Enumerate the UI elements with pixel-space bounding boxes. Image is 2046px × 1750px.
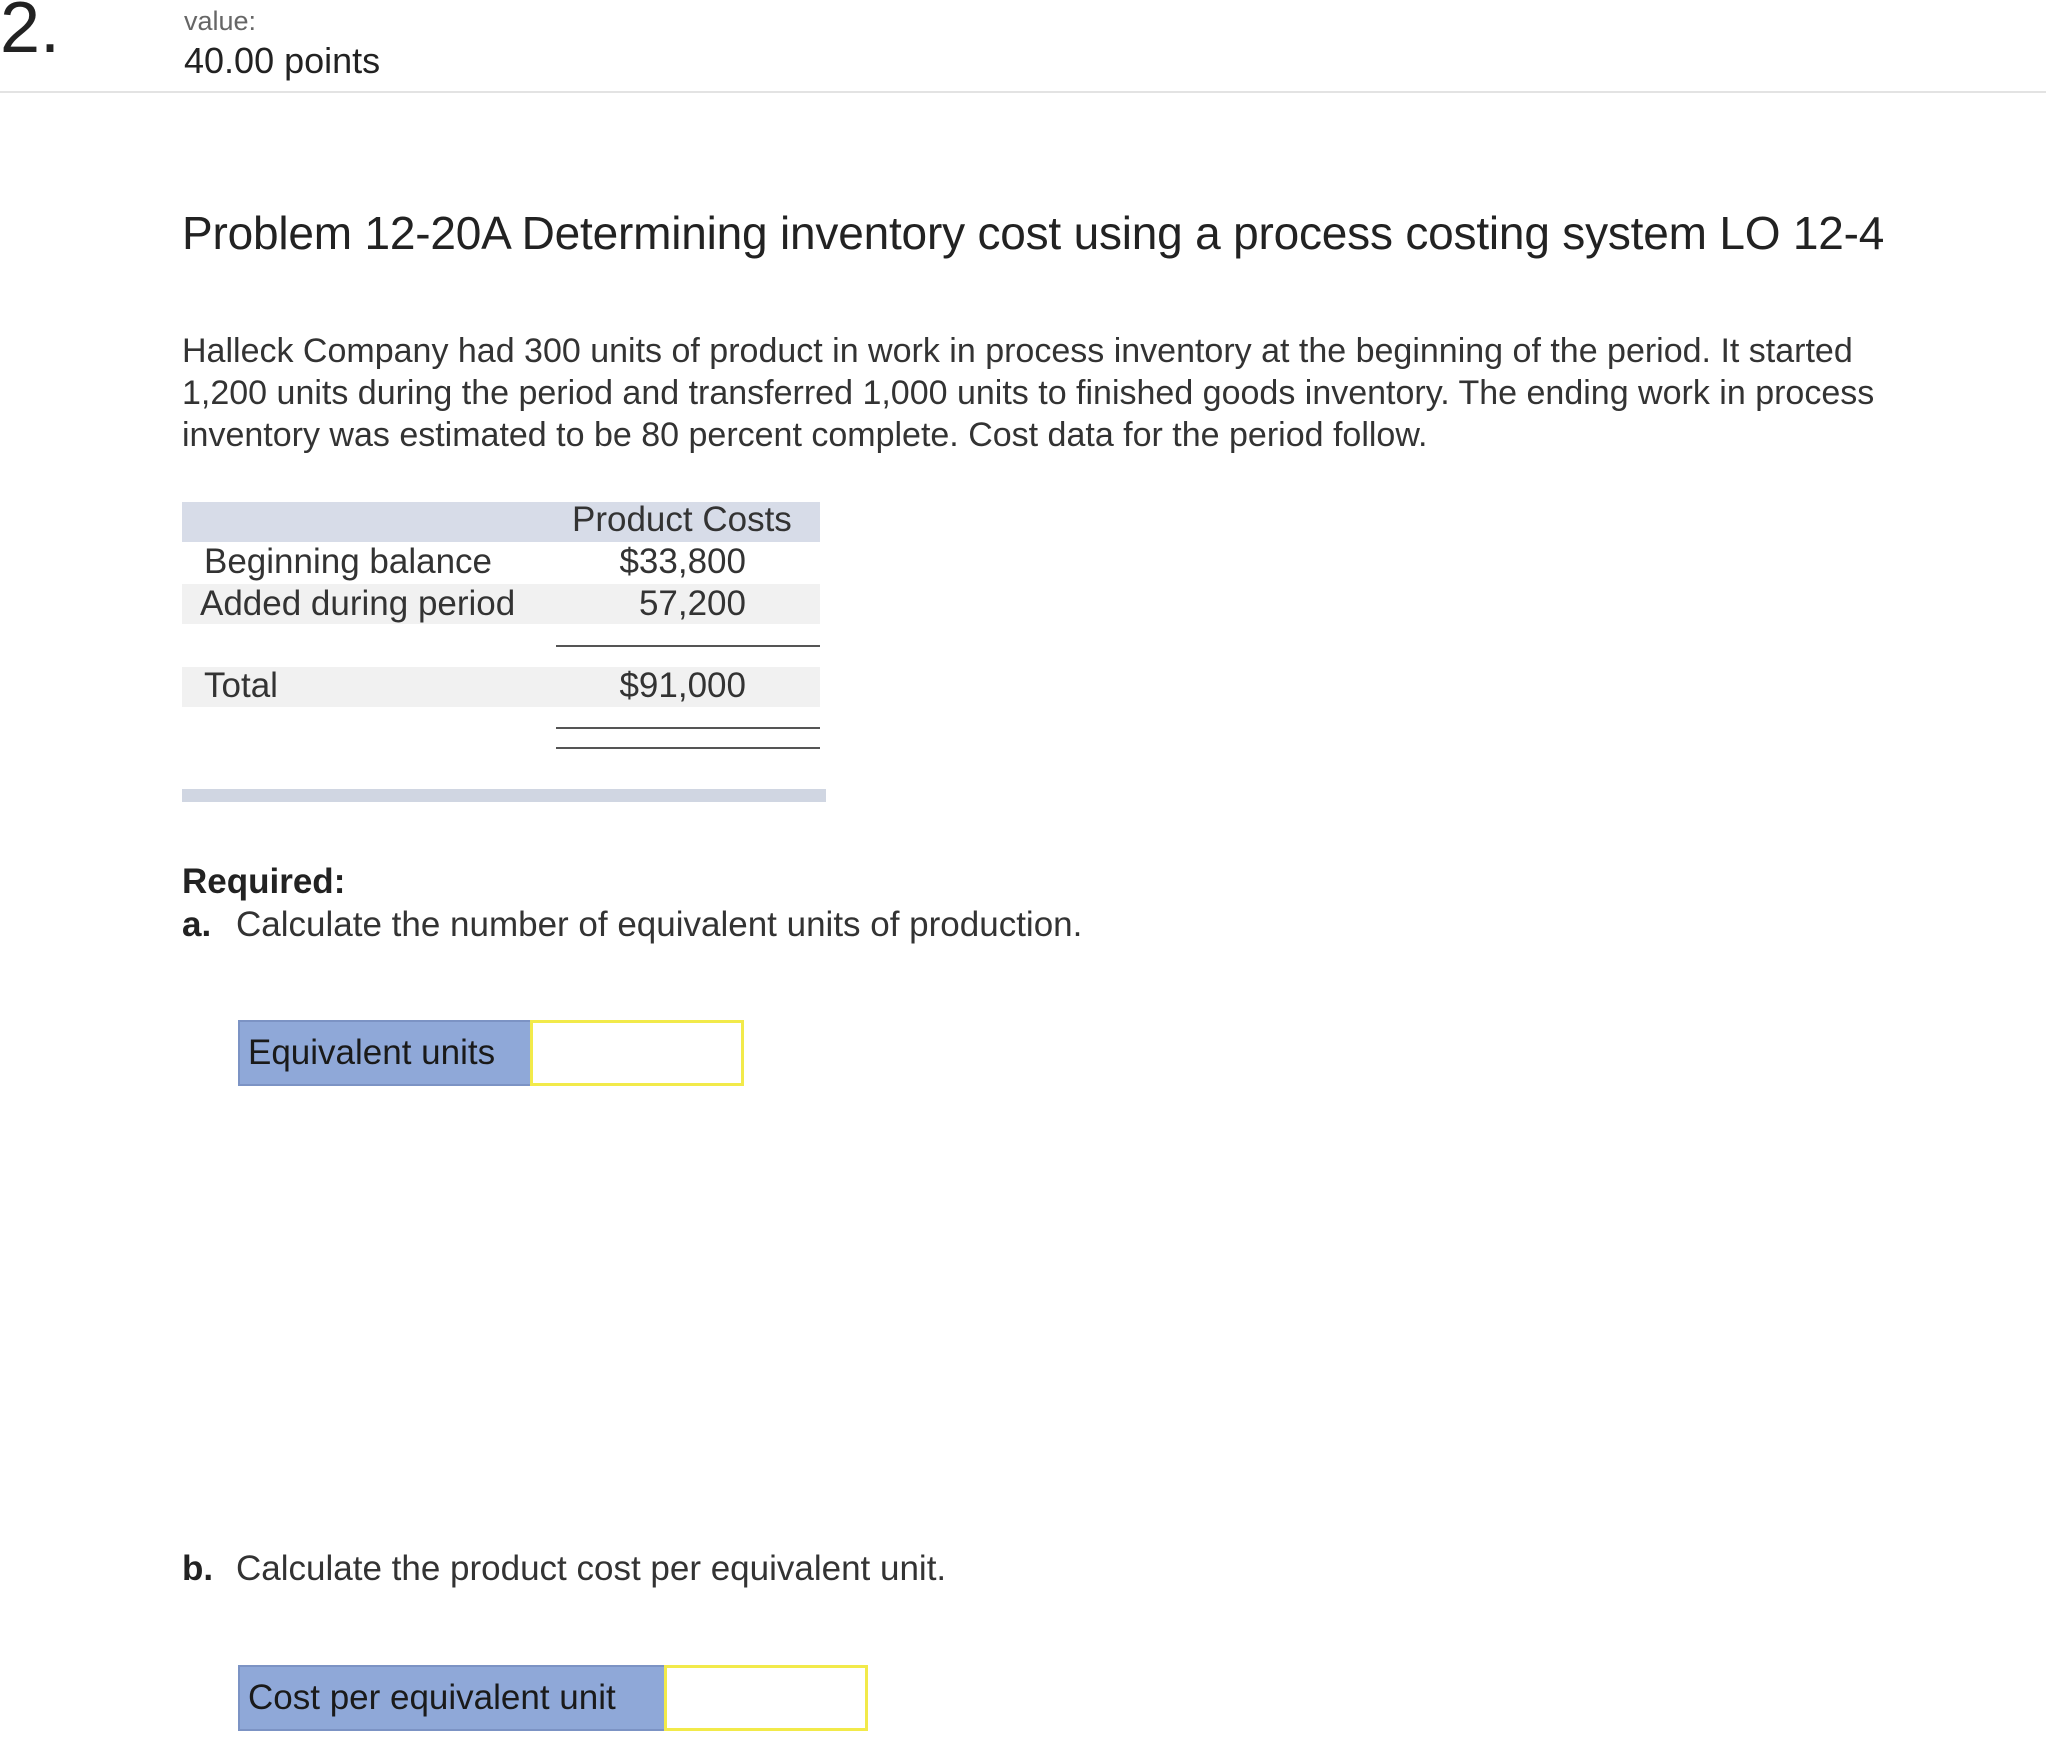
row-value-beginning-balance: $33,800 xyxy=(619,542,746,581)
row-value-total: $91,000 xyxy=(619,666,746,705)
subtotal-rule xyxy=(556,645,820,647)
column-header-product-costs: Product Costs xyxy=(572,500,792,539)
problem-title: Problem 12-20A Determining inventory cost using a process costing system LO 12-4 xyxy=(182,207,1885,259)
required-heading: Required: xyxy=(182,862,346,901)
part-a-question xyxy=(182,905,1082,945)
row-label-added-during-period: Added during period xyxy=(200,584,516,623)
part-b-question xyxy=(182,1549,946,1589)
cost-per-equivalent-unit-input[interactable] xyxy=(664,1665,868,1731)
part-b-letter: b. xyxy=(182,1549,214,1588)
part-a-letter: a. xyxy=(182,905,212,944)
header-divider xyxy=(0,91,2046,93)
row-value-added-during-period: 57,200 xyxy=(638,584,746,623)
total-double-rule-bottom xyxy=(556,747,820,749)
value-label: value: xyxy=(184,6,257,36)
row-label-total: Total xyxy=(204,666,278,705)
part-a-text: Calculate the number of equivalent units of production. xyxy=(236,905,1083,944)
part-b-text: Calculate the product cost per equivalent unit. xyxy=(236,1549,947,1588)
equivalent-units-input[interactable] xyxy=(530,1020,744,1086)
question-number: 2. xyxy=(0,0,61,68)
equivalent-units-label: Equivalent units xyxy=(238,1020,532,1086)
points-value: 40.00 points xyxy=(184,40,381,81)
problem-description: Halleck Company had 300 units of product in work in process inventory at the beginning of the period. It started 1,200 units during the period and transferred 1,000 units to finished goods inventory. The ending work in process inventory was estimated to be 80 percent complete. Cost data for the period follow. xyxy=(182,332,1875,454)
cost-per-equivalent-unit-label: Cost per equivalent unit xyxy=(238,1665,666,1731)
table-bottom-bar xyxy=(182,789,826,802)
row-label-beginning-balance: Beginning balance xyxy=(204,542,493,581)
total-double-rule-top xyxy=(556,727,820,729)
